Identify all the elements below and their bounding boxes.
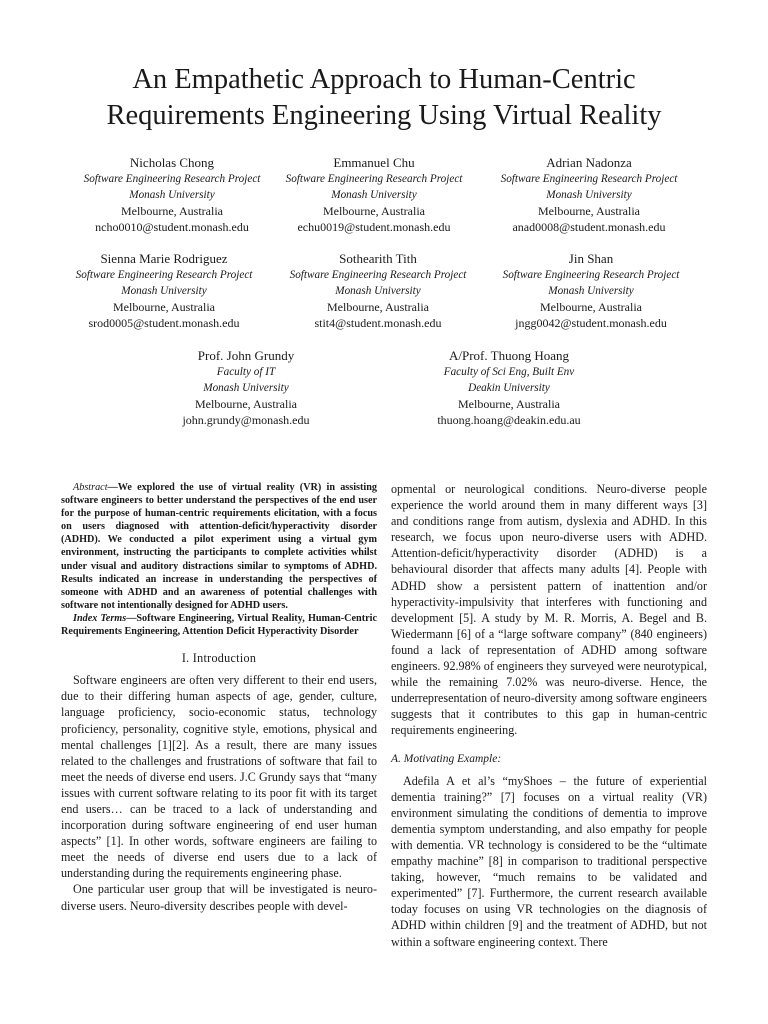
author-university: Monash University [335,285,421,297]
author-university: Monash University [546,189,632,201]
author-location: Melbourne, Australia [538,204,640,218]
abstract-lead: Abstract [73,482,108,493]
author-block [471,251,711,331]
right-column [391,481,707,950]
author-dept: Software Engineering Research Project [75,269,253,281]
author-name: Emmanuel Chu [333,155,415,170]
left-column [61,481,377,914]
author-block [126,348,366,428]
author-name: Prof. John Grundy [197,348,295,363]
index-terms-lead: Index Terms [73,612,127,624]
author-name: Adrian Nadonza [546,155,632,170]
author-email: jngg0042@student.monash.edu [515,316,667,330]
author-name: Jin Shan [568,251,614,266]
author-name: Nicholas Chong [129,155,215,170]
author-dept: Faculty of Sci Eng, Built Env [443,366,575,378]
index-terms-text: —Software Engineering, Virtual Reality, Human-Centric Requirements Engineering, Attention Deficit Hyperactivity Disorder [61,612,377,638]
author-name: Sienna Marie Rodriguez [100,251,228,266]
author-location: Melbourne, Australia [327,300,429,314]
paragraph: Adefila A et al’s “myShoes – the future of experiential dementia training?” [7] focuses on a virtual reality (VR) environment simulating the conditions of dementia to improve dementia symptom understanding, and also empathy for people with dementia. VR technology is considered to be the “ultimate empathy machine” [8] in comparison to traditional perspective taking, however, “much remains to be validated and experimented” [7]. Furthermore, the current research available today focuses on using VR technologies on the diagnosis of ADHD within children [9] and the treatment of ADHD, but not within a software engineering context. There [391,773,707,949]
author-university: Monash University [331,189,417,201]
author-email: stit4@student.monash.edu [314,316,442,330]
subsection-heading-motivating-example: A. Motivating Example: [391,752,502,765]
author-email: john.grundy@monash.edu [182,413,310,427]
author-block [258,251,498,331]
author-block [469,155,709,235]
author-dept: Software Engineering Research Project [285,173,463,185]
author-university: Monash University [203,382,289,394]
author-name: Sothearith Tith [339,251,417,266]
author-email: anad0008@student.monash.edu [512,220,666,234]
author-block [44,251,284,331]
author-location: Melbourne, Australia [540,300,642,314]
author-block [254,155,494,235]
author-block [389,348,629,428]
author-dept: Software Engineering Research Project [500,173,678,185]
abstract-text: —We explored the use of virtual reality (VR) in assisting software engineers to better understand the perspectives of the end user for the purpose of human-centric requirements elicitation, with a focus on users diagnosed with attention-deficit/hyperactivity disorder (ADHD). We conducted a pilot experiment using a virtual gym environment, instructing the participants to complete activities whilst under visual and auditory distractions similar to symptoms of ADHD. Results indicated an increase in understanding the perspectives of someone with ADHD and an awareness of potential challenges with software not intentionally designed for ADHD users. [61,482,377,611]
author-dept: Software Engineering Research Project [289,269,467,281]
paragraph: opmental or neurological conditions. Neuro-diverse people experience the world around them in many different ways [3] and conditions range from autism, dyslexia and ADHD. In this research, we focus upon neuro-diverse users with ADHD. Attention-deficit/hyperactivity disorder (ADHD) is a behavioural disorder that affects many adults [4]. People with ADHD show a persistent pattern of inattention and/or hyperactivity-impulsivity that interferes with functioning and development [5]. A study by M. R. Morris, A. Begel and B. Wiedermann [6] of a “large software company” (840 engineers) found a lack of representation of ADHD among software engineers. 92.98% of engineers they surveyed were neurotypical, while the remaining 7.02% was neuro-diverse. Hence, the underrepresentation of neuro-diversity among software engineers suggests that it contributes to this gap in human-centric requirements engineering. [391,482,708,738]
author-location: Melbourne, Australia [121,204,223,218]
author-university: Monash University [121,285,207,297]
author-dept: Faculty of IT [216,366,276,378]
author-location: Melbourne, Australia [195,397,297,411]
author-university: Monash University [548,285,634,297]
author-university: Monash University [129,189,215,201]
title-line-2: Requirements Engineering Using Virtual Reality [106,100,662,131]
author-email: thuong.hoang@deakin.edu.au [437,413,581,427]
author-location: Melbourne, Australia [458,397,560,411]
paragraph: Software engineers are often very different to their end users, due to their differing human aspects of age, gender, culture, language proficiency, socio-economic status, technology proficiency, personality, cognitive style, emotions, physical and mental challenges [1][2]. As a result, there are many issues related to the challenges and frustrations of software that fail to meet the needs of diverse end users. J.C Grundy says that “many issues with current software relating to its poor fit with its target end users… can be traced to a lack of understanding and incorporation during software engineering of end user human aspects” [1]. In other words, software engineers are failing to meet the needs of diverse end users due to a lack of understanding during the requirements engineering phase. [61,673,377,881]
author-email: echu0019@student.monash.edu [297,220,451,234]
section-heading-introduction: I. Introduction [181,651,257,666]
author-university: Deakin University [468,382,550,394]
author-location: Melbourne, Australia [323,204,425,218]
title-line-1: An Empathetic Approach to Human-Centric [132,64,636,95]
index-terms [61,612,377,638]
abstract [61,481,377,612]
author-dept: Software Engineering Research Project [502,269,680,281]
author-dept: Software Engineering Research Project [83,173,261,185]
author-location: Melbourne, Australia [113,300,215,314]
author-email: srod0005@student.monash.edu [88,316,240,330]
paragraph: One particular user group that will be investigated is neuro-diverse users. Neuro-diversity describes people with devel- [61,882,377,913]
paper-title [0,62,768,134]
author-email: ncho0010@student.monash.edu [95,220,249,234]
author-name: A/Prof. Thuong Hoang [448,348,569,363]
